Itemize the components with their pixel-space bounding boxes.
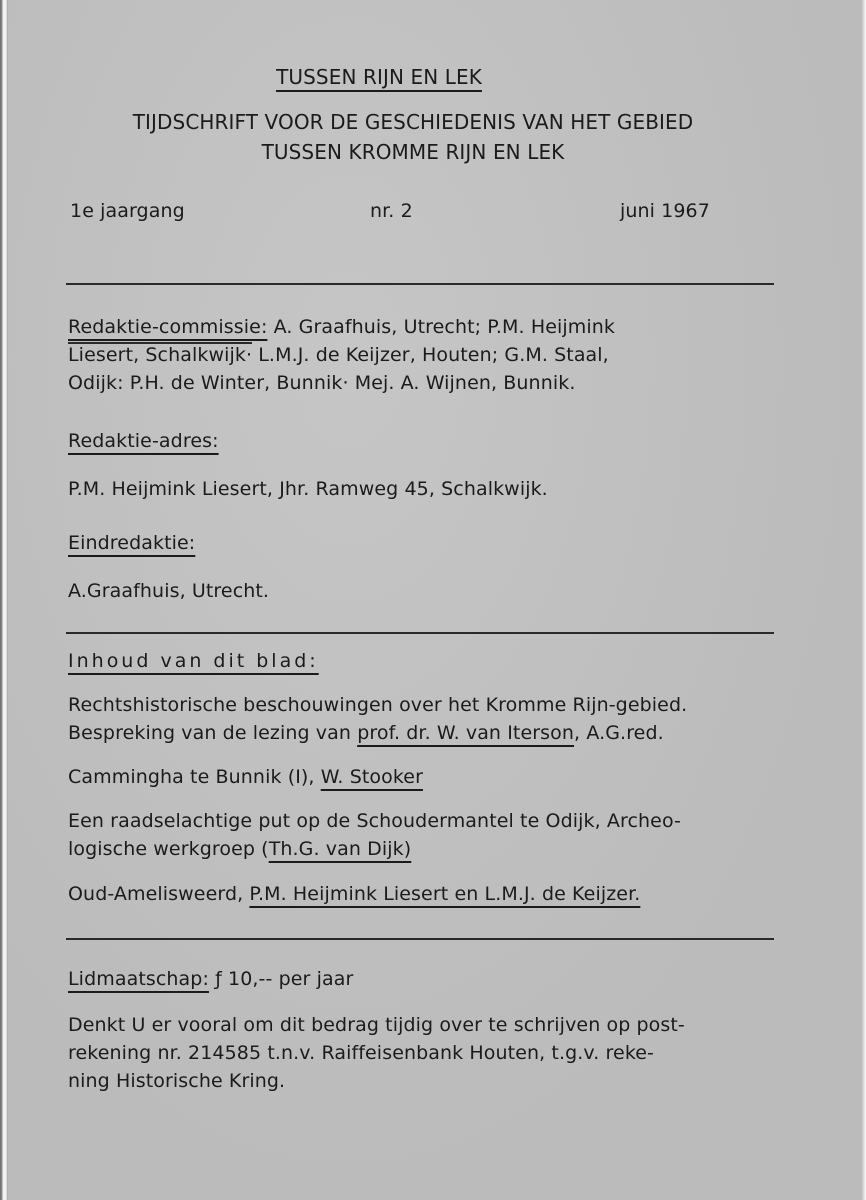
editorial-committee-label: Redaktie-commissie: [68,316,268,338]
contents-label: Inhoud van dit blad: [68,650,319,672]
editorial-committee-line2 [68,344,609,366]
membership-line [68,968,353,990]
contents-item-3-line2 [68,838,411,860]
contents-item-3-line1: Een raadselachtige put op de Schoudermantel te Odijk, Archeo- [68,810,681,832]
volume-label: 1e jaargang [70,200,185,222]
contents-item-4-title: Oud-Amelisweerd, [68,883,250,905]
editorial-committee-names-2b: L.M.J. de Keijzer, Houten; G.M. Staal, [252,344,609,366]
editorial-committee-line3: Odijk: P.H. de Winter, Bunnik· Mej. A. Wijnen, Bunnik. [68,372,576,394]
membership-note-line2: rekening nr. 214585 t.n.v. Raiffeisenbank Houten, t.g.v. reke- [68,1042,655,1064]
contents-item-1-line2 [68,722,664,744]
contents-item-1-author: prof. dr. W. van Iterson [357,722,575,744]
journal-subtitle-line1: TIJDSCHRIFT VOOR DE GESCHIEDENIS VAN HET GEBIED [132,110,694,134]
issue-number: nr. 2 [370,200,413,222]
membership-note-line1: Denkt U er vooral om dit bedrag tijdig over te schrijven op post- [68,1014,685,1036]
contents-item-4 [68,883,640,905]
contents-item-4-author: P.M. Heijmink Liesert en L.M.J. de Keijzer. [249,883,641,905]
page-edge-left [0,0,8,1200]
journal-subtitle-line2: TUSSEN KROMME RIJN EN LEK [261,140,565,164]
contents-item-2-author: W. Stooker [320,766,423,788]
page-edge-right [862,0,866,1200]
editorial-committee-names-1: A. Graafhuis, Utrecht; P.M. Heijmink [267,316,615,338]
contents-item-1-line1: Rechtshistorische beschouwingen over het Kromme Rijn-gebied. [68,694,688,716]
membership-fee: ƒ 10,-- per jaar [208,968,354,990]
membership-note-line3: ning Historische Kring. [68,1070,286,1092]
final-editing-label: Eindredaktie: [68,532,196,554]
journal-title: TUSSEN RIJN EN LEK [276,65,482,89]
contents-item-3-prefix: logische werkgroep ( [68,838,269,860]
divider-1 [66,283,774,285]
contents-item-2-title: Cammingha te Bunnik (I), [68,766,321,788]
membership-label: Lidmaatschap: [68,968,209,990]
editorial-address-label: Redaktie-adres: [68,430,219,452]
contents-item-1-suffix: , A.G.red. [574,722,664,744]
contents-item-3-author: Th.G. van Dijk) [268,838,412,860]
divider-3 [66,938,774,940]
issue-date: juni 1967 [620,200,710,222]
final-editing-value: A.Graafhuis, Utrecht. [68,580,270,602]
editorial-committee-names-2a: Liesert, Schalkwijk· [68,344,253,366]
editorial-committee-line1 [68,316,615,338]
editorial-address-value: P.M. Heijmink Liesert, Jhr. Ramweg 45, Schalkwijk. [68,478,548,500]
divider-2 [66,632,774,634]
contents-item-2 [68,766,423,788]
contents-item-1-prefix: Bespreking van de lezing van [68,722,358,744]
